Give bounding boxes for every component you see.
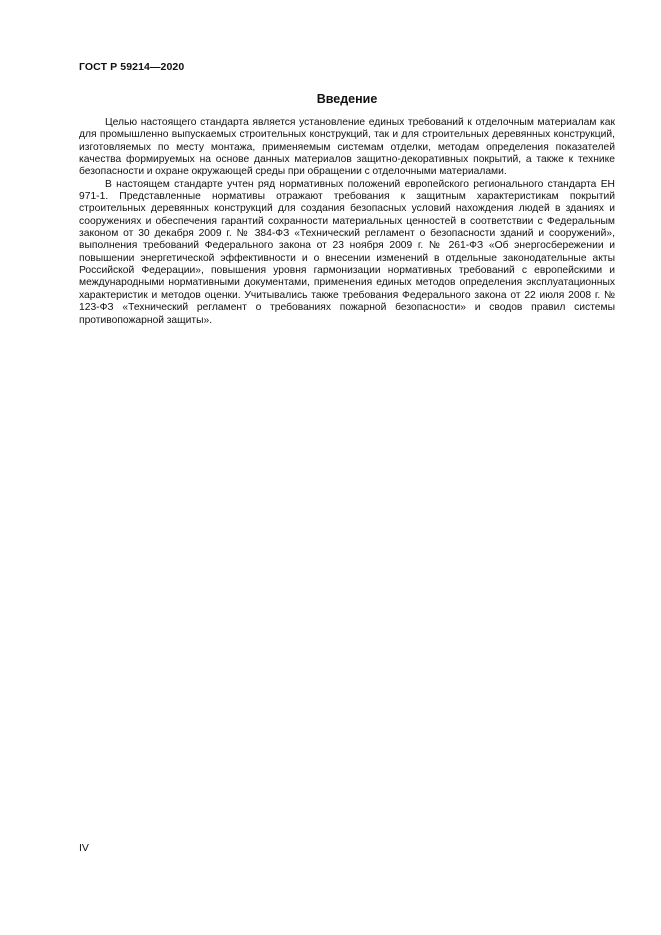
page-number: IV	[79, 842, 89, 854]
paragraph-purpose: Целью настоящего стандарта является установление единых требований к отделочным материалам как для промышленно выпускаемых строительных конструкций, так и для строительных деревянных конструкций, изготовляемых по месту монтажа, применяемым системам отделки, методам определения показателей качества формируемых на основе данных материалов защитно-декоративных покрытий, а также к технике безопасности и охране окружающей среды при обращении с отделочными материалами.	[79, 117, 615, 178]
section-title: Введение	[316, 92, 378, 106]
section-body	[79, 117, 615, 327]
document-id-header: ГОСТ Р 59214—2020	[79, 61, 185, 73]
paragraph-standards-basis: В настоящем стандарте учтен ряд нормативных положений европейского регионального стандарта ЕН 971-1. Представленные нормативы отражают требования к защитным характеристикам покрытий строительных деревянных конструкций для создания безопасных условий нахождения людей в зданиях и сооружениях и обеспечения гарантий сохранности материальных ценностей в соответствии с Федеральным законом от 30 декабря 2009 г. № 384-ФЗ «Технический регламент о безопасности зданий и сооружений», выполнения требований Федерального закона от 23 ноября 2009 г. № 261-ФЗ «Об энергосбережении и повышении энергетической эффективности и о внесении изменений в отдельные законодательные акты Российской Федерации», повышения уровня гармонизации нормативных требований с европейскими и международными нормативными документами, применения единых методов определения эксплуатационных характеристик и методов оценки. Учитывались также требования Федерального закона от 22 июля 2008 г. № 123-ФЗ «Технический регламент о требованиях пожарной безопасности» и сводов правил системы противопожарной защиты».	[79, 178, 615, 326]
